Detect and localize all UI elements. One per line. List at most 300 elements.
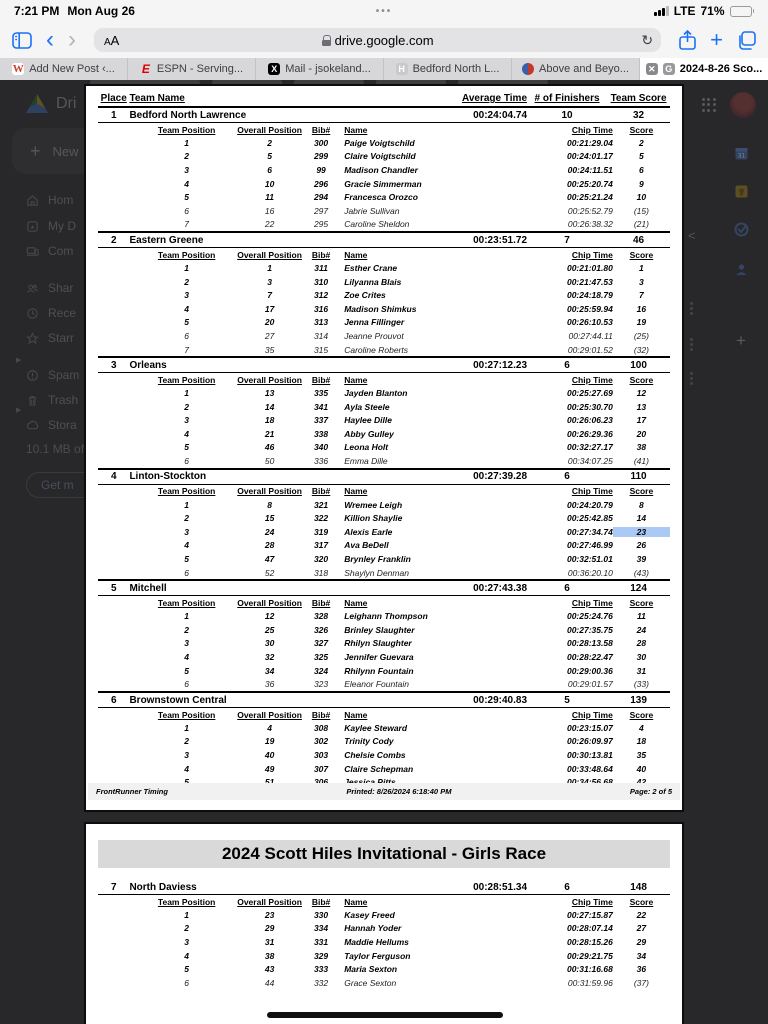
runner-team-position: 2	[184, 923, 190, 934]
google-apps-grid-icon	[702, 98, 716, 112]
col-team-name: Team Name	[129, 93, 185, 104]
pdf-page-2	[84, 84, 684, 812]
runner-bib: 307	[313, 763, 329, 774]
runner-row	[98, 163, 670, 177]
network-type: LTE	[673, 4, 696, 18]
runner-chip-time: 00:25:24.76	[566, 611, 613, 622]
runner-chip-time: 00:29:01.57	[567, 679, 613, 690]
side-panel-plus-icon: +	[736, 331, 746, 350]
runner-team-position: 3	[184, 936, 190, 947]
runner-team-position: 5	[184, 317, 190, 328]
runner-chip-time: 00:26:09.97	[566, 736, 613, 747]
runner-team-position: 4	[184, 540, 190, 551]
runner-row	[98, 400, 670, 414]
col-runner-name: Name	[344, 597, 368, 608]
runner-score: 34	[636, 950, 647, 961]
team-name: Linton-Stockton	[129, 471, 207, 483]
runner-chip-time: 00:28:15.26	[566, 936, 613, 947]
results-table-header	[98, 91, 670, 108]
team-result-block	[98, 579, 670, 691]
pdf-page-footer	[88, 783, 680, 800]
runner-row	[98, 427, 670, 441]
drive-preview-backdrop	[0, 80, 768, 1024]
runner-team-position: 1	[184, 262, 190, 273]
tab-title: Bedford North L...	[412, 63, 500, 75]
runner-overall-position: 1	[267, 262, 272, 273]
runner-row	[98, 511, 670, 525]
runner-bib: 330	[313, 909, 329, 920]
runner-name: Ava BeDell	[344, 540, 389, 551]
runner-bib: 331	[313, 936, 329, 947]
runner-rows	[98, 261, 670, 356]
browser-tab[interactable]	[128, 58, 256, 80]
team-average-time: 00:23:51.72	[473, 234, 528, 246]
runner-bib: 337	[313, 415, 329, 426]
team-place: 4	[110, 471, 117, 483]
runner-bib: 299	[313, 151, 329, 162]
runner-name: Emma Dille	[344, 456, 388, 467]
runner-row	[98, 609, 670, 623]
runner-chip-time: 00:25:30.70	[566, 401, 613, 412]
svg-text:31: 31	[737, 153, 745, 159]
runner-name: Brinley Slaughter	[344, 624, 415, 635]
browser-tab[interactable]	[512, 58, 640, 80]
runner-chip-time: 00:26:29.36	[566, 428, 613, 439]
runner-row	[98, 218, 670, 232]
runner-name: Jayden Blanton	[344, 388, 408, 399]
runner-team-position: 1	[184, 137, 190, 148]
runner-overall-position: 14	[264, 401, 275, 412]
runner-bib: 341	[313, 401, 329, 412]
runner-name: Eleanor Fountain	[344, 679, 409, 690]
runner-bib: 321	[313, 499, 329, 510]
runner-bib: 326	[313, 624, 329, 635]
runner-name: Abby Gulley	[344, 428, 394, 439]
runner-name: Jeanne Prouvot	[344, 330, 404, 341]
tab-title: ESPN - Serving...	[156, 63, 244, 75]
runner-score: 6	[639, 164, 644, 175]
runner-row	[98, 136, 670, 150]
runner-overall-position: 3	[267, 276, 272, 287]
col-chip-time: Chip Time	[571, 249, 613, 260]
runner-team-position: 2	[184, 736, 190, 747]
runner-score: 4	[639, 722, 644, 733]
col-team-position: Team Position	[157, 896, 216, 907]
footer-page-number: Page: 2 of 5	[629, 787, 672, 796]
runner-team-position: 2	[184, 276, 190, 287]
runner-chip-time: 00:27:46.99	[566, 540, 613, 551]
runner-score: 24	[636, 624, 647, 635]
runner-rows	[98, 609, 670, 691]
runner-bib: 319	[313, 526, 329, 537]
runner-row	[98, 204, 670, 218]
runner-team-position: 3	[184, 638, 190, 649]
runner-chip-time: 00:34:07.25	[567, 456, 613, 467]
favicon-ab-icon	[522, 63, 534, 75]
runner-score: 38	[636, 442, 647, 453]
col-runner-name: Name	[344, 124, 368, 135]
runner-row	[98, 962, 670, 976]
runner-bib: 303	[313, 749, 329, 760]
runner-name: Shaylyn Denman	[344, 567, 409, 578]
col-team-position: Team Position	[157, 486, 216, 497]
storage-usage-text: 10.1 MB of	[26, 442, 85, 456]
runner-row	[98, 150, 670, 164]
team-score: 110	[630, 471, 647, 483]
team-finisher-count: 6	[564, 359, 570, 371]
runner-overall-position: 4	[267, 722, 272, 733]
col-overall-position: Overall Position	[237, 374, 302, 385]
runner-row	[98, 908, 670, 922]
sidebar-item-storage: Stora	[0, 413, 100, 437]
runner-name: Hannah Yoder	[344, 923, 402, 934]
team-score: 124	[630, 582, 647, 594]
runner-name: Caroline Sheldon	[344, 219, 410, 230]
runner-chip-time: 00:29:21.75	[566, 950, 613, 961]
runner-chip-time: 00:32:51.01	[566, 554, 613, 565]
runner-overall-position: 6	[267, 164, 272, 175]
runner-columns-header	[98, 485, 670, 498]
runner-columns-header	[98, 895, 670, 908]
team-place: 6	[110, 694, 117, 706]
runner-bib: 302	[313, 736, 329, 747]
runner-row	[98, 748, 670, 762]
account-avatar	[730, 92, 756, 118]
team-summary-row	[98, 108, 670, 123]
runner-columns-header	[98, 373, 670, 386]
team-name: North Daviess	[129, 881, 197, 893]
runner-chip-time: 00:21:47.53	[566, 276, 613, 287]
col-runner-name: Name	[344, 709, 368, 720]
runner-row	[98, 922, 670, 936]
runner-team-position: 6	[184, 977, 190, 988]
runner-bib: 333	[313, 964, 329, 975]
runner-columns-header	[98, 123, 670, 136]
runner-overall-position: 52	[264, 567, 275, 578]
runner-name: Ayla Steele	[344, 401, 390, 412]
team-finisher-count: 6	[564, 471, 570, 483]
col-overall-position: Overall Position	[237, 709, 302, 720]
runner-overall-position: 25	[264, 624, 275, 635]
runner-score: 35	[636, 749, 647, 760]
runner-chip-time: 00:29:01.52	[567, 344, 613, 355]
team-result-block	[98, 880, 670, 990]
team-place: 5	[110, 582, 117, 594]
team-summary-row	[98, 470, 670, 485]
runner-chip-time: 00:27:35.75	[566, 624, 613, 635]
runner-overall-position: 24	[264, 526, 275, 537]
runner-score: 14	[636, 513, 647, 524]
runner-name: Taylor Ferguson	[344, 950, 411, 961]
runner-score: 26	[636, 540, 647, 551]
runner-bib: 334	[313, 923, 329, 934]
runner-chip-time: 00:26:06.23	[566, 415, 613, 426]
runner-bib: 338	[313, 428, 329, 439]
team-name: Mitchell	[129, 582, 167, 594]
runner-row	[98, 177, 670, 191]
col-overall-position: Overall Position	[237, 597, 302, 608]
forward-button: ›	[68, 26, 76, 53]
runner-row	[98, 302, 670, 316]
runner-bib: 327	[313, 638, 329, 649]
runner-chip-time: 00:31:59.96	[567, 977, 613, 988]
sidebar-item-recent: Rece	[0, 301, 100, 325]
runner-score: 30	[636, 652, 647, 663]
col-overall-position: Overall Position	[237, 486, 302, 497]
runner-row	[98, 261, 670, 275]
tab-close-icon[interactable]: ✕	[646, 63, 658, 75]
runner-team-position: 6	[184, 456, 190, 467]
address-bar[interactable]	[94, 28, 661, 52]
runner-row	[98, 329, 670, 343]
runner-name: Alexis Earle	[344, 526, 393, 537]
runner-name: Maddie Hellums	[344, 936, 409, 947]
col-average-time: Average Time	[461, 93, 528, 104]
runner-bib: 315	[313, 344, 329, 355]
team-average-time: 00:27:12.23	[473, 359, 528, 371]
browser-tab[interactable]	[256, 58, 384, 80]
col-bib: Bib#	[311, 249, 331, 260]
sidebar-item-spam: Spam	[0, 363, 100, 387]
favicon-h-icon: H	[396, 63, 408, 75]
runner-name: Leona Holt	[344, 442, 389, 453]
runner-chip-time: 00:24:20.79	[566, 499, 613, 510]
col-team-position: Team Position	[157, 709, 216, 720]
runner-bib: 297	[313, 205, 329, 216]
runner-chip-time: 00:25:21.24	[566, 192, 613, 203]
teams-list	[98, 108, 670, 791]
runner-score: 40	[636, 763, 647, 774]
reload-button[interactable]: ↻	[641, 31, 654, 48]
runner-name: Zoe Crites	[344, 290, 386, 301]
keep-notes-icon	[732, 182, 750, 200]
runner-score: 31	[636, 665, 647, 676]
runner-name: Leighann Thompson	[344, 611, 428, 622]
reader-aa-button[interactable]: AA	[104, 32, 120, 48]
team-score: 32	[632, 109, 645, 121]
team-place: 2	[110, 234, 117, 246]
runner-name: Caroline Roberts	[344, 344, 408, 355]
sidebar-item-computers: ▶ Com	[16, 244, 74, 414]
col-chip-time: Chip Time	[571, 896, 613, 907]
runner-overall-position: 7	[267, 290, 272, 301]
expand-arrow-icon: ▶	[16, 357, 22, 364]
runner-bib: 310	[313, 276, 329, 287]
plus-icon: +	[30, 140, 41, 161]
col-chip-time: Chip Time	[571, 374, 613, 385]
back-button[interactable]: ‹	[46, 26, 54, 53]
browser-tab[interactable]	[0, 58, 128, 80]
runner-score: (15)	[633, 205, 649, 216]
team-finisher-count: 10	[561, 109, 573, 121]
runner-name: Madison Chandler	[344, 164, 418, 175]
runner-team-position: 5	[184, 192, 190, 203]
runner-score: 7	[639, 290, 644, 301]
runner-overall-position: 47	[264, 554, 275, 565]
runner-overall-position: 36	[264, 679, 275, 690]
col-runner-name: Name	[344, 486, 368, 497]
runner-bib: 322	[313, 513, 329, 524]
runner-row	[98, 566, 670, 580]
runner-chip-time: 00:32:27.17	[566, 442, 613, 453]
col-runner-name: Name	[344, 249, 368, 260]
runner-overall-position: 28	[264, 540, 275, 551]
runner-score: 20	[636, 428, 647, 439]
runner-row	[98, 949, 670, 963]
runner-row	[98, 721, 670, 735]
drive-app-name: Dri	[56, 94, 77, 112]
runner-chip-time: 00:28:07.14	[566, 923, 613, 934]
runner-overall-position: 44	[264, 977, 275, 988]
team-summary-row	[98, 581, 670, 596]
runner-chip-time: 00:29:00.36	[566, 665, 613, 676]
row-menu-dots-icon	[690, 338, 694, 351]
runner-team-position: 1	[184, 909, 190, 920]
col-team-score: Team Score	[610, 93, 667, 104]
runner-overall-position: 23	[264, 909, 275, 920]
team-finisher-count: 5	[564, 694, 570, 706]
runner-team-position: 4	[184, 950, 190, 961]
runner-rows	[98, 498, 670, 580]
col-score: Score	[629, 249, 654, 260]
runner-bib: 335	[313, 388, 329, 399]
new-tab-button[interactable]: +	[710, 27, 723, 52]
runner-chip-time: 00:27:44.11	[568, 330, 613, 341]
runner-name: Rhilynn Fountain	[344, 665, 414, 676]
team-score: 46	[632, 234, 645, 246]
team-place: 7	[110, 881, 117, 893]
col-team-position: Team Position	[157, 374, 216, 385]
runner-row	[98, 664, 670, 678]
runner-name: Jennifer Guevara	[344, 652, 414, 663]
runner-row	[98, 735, 670, 749]
favicon-espn-icon: E	[141, 62, 150, 76]
runner-overall-position: 43	[264, 964, 275, 975]
runner-row	[98, 762, 670, 776]
runner-team-position: 2	[184, 624, 190, 635]
col-bib: Bib#	[311, 124, 331, 135]
browser-tab[interactable]	[640, 58, 768, 80]
runner-score: (21)	[633, 219, 649, 230]
runner-team-position: 3	[184, 526, 190, 537]
runner-overall-position: 35	[264, 344, 275, 355]
runner-team-position: 1	[184, 499, 190, 510]
runner-row	[98, 316, 670, 330]
collapse-panel-icon: <	[688, 228, 696, 243]
runner-team-position: 5	[184, 554, 190, 565]
runner-team-position: 1	[184, 388, 190, 399]
get-more-storage-button: Get m	[26, 472, 100, 498]
runner-team-position: 3	[184, 164, 190, 175]
runner-team-position: 7	[184, 219, 190, 230]
date: Mon Aug 26	[67, 4, 135, 18]
tab-overview-button[interactable]	[737, 31, 756, 50]
team-finisher-count: 6	[564, 881, 570, 893]
runner-row	[98, 275, 670, 289]
runner-team-position: 5	[184, 665, 190, 676]
runner-chip-time: 00:27:34.74	[566, 526, 613, 537]
runner-score: 29	[636, 936, 647, 947]
runner-chip-time: 00:26:38.32	[567, 219, 613, 230]
runner-score: 2	[639, 137, 644, 148]
col-chip-time: Chip Time	[571, 709, 613, 720]
runner-name: Trinity Cody	[344, 736, 394, 747]
runner-bib: 312	[313, 290, 329, 301]
runner-chip-time: 00:26:10.53	[566, 317, 613, 328]
runner-rows	[98, 721, 670, 789]
runner-team-position: 6	[184, 567, 190, 578]
runner-name: Brynley Franklin	[344, 554, 411, 565]
runner-score: 9	[639, 178, 644, 189]
runner-name: Rhilyn Slaughter	[344, 638, 412, 649]
col-score: Score	[629, 896, 654, 907]
runner-overall-position: 32	[264, 652, 275, 663]
team-summary-row	[98, 693, 670, 708]
runner-row	[98, 441, 670, 455]
runner-overall-position: 50	[264, 456, 275, 467]
team-result-block	[98, 356, 670, 468]
runner-bib: 314	[313, 330, 329, 341]
runner-chip-time: 00:25:42.85	[566, 513, 613, 524]
runner-overall-position: 20	[264, 317, 275, 328]
row-menu-dots-icon	[690, 372, 694, 385]
runner-bib: 320	[313, 554, 329, 565]
team-summary-row	[98, 358, 670, 373]
runner-score: 36	[636, 964, 647, 975]
share-button[interactable]	[679, 30, 696, 50]
home-indicator[interactable]	[267, 1012, 503, 1018]
runner-row	[98, 525, 670, 539]
runner-overall-position: 17	[264, 303, 275, 314]
runner-score: 12	[636, 388, 647, 399]
url-text: drive.google.com	[334, 32, 434, 48]
runner-chip-time: 00:33:48.64	[566, 763, 613, 774]
runner-team-position: 1	[184, 611, 190, 622]
runner-name: Gracie Simmerman	[344, 178, 422, 189]
runner-overall-position: 10	[264, 178, 275, 189]
drive-logo-icon	[26, 94, 48, 113]
teams-list	[98, 880, 670, 990]
runner-bib: 296	[313, 178, 329, 189]
runner-bib: 318	[313, 567, 329, 578]
col-chip-time: Chip Time	[571, 124, 613, 135]
runner-row	[98, 190, 670, 204]
runner-chip-time: 00:24:01.17	[566, 151, 613, 162]
runner-chip-time: 00:25:59.94	[566, 303, 613, 314]
runner-chip-time: 00:21:29.04	[566, 137, 613, 148]
team-average-time: 00:28:51.34	[473, 881, 528, 893]
runner-overall-position: 27	[264, 330, 275, 341]
runner-score: 8	[639, 499, 644, 510]
sidebar-toggle-icon[interactable]	[12, 32, 32, 49]
runner-columns-header	[98, 248, 670, 261]
runner-score: 13	[636, 401, 647, 412]
runner-chip-time: 00:30:13.81	[566, 749, 613, 760]
col-overall-position: Overall Position	[237, 124, 302, 135]
team-name: Bedford North Lawrence	[129, 109, 247, 121]
team-average-time: 00:27:39.28	[473, 471, 528, 483]
runner-chip-time: 00:25:27.69	[566, 388, 613, 399]
runner-overall-position: 31	[264, 936, 275, 947]
runner-overall-position: 2	[267, 137, 272, 148]
browser-tab[interactable]	[384, 58, 512, 80]
runner-row	[98, 386, 670, 400]
runner-score: 3	[639, 276, 644, 287]
runner-columns-header	[98, 596, 670, 609]
col-bib: Bib#	[311, 709, 331, 720]
runner-score: 10	[636, 192, 647, 203]
col-bib: Bib#	[311, 597, 331, 608]
